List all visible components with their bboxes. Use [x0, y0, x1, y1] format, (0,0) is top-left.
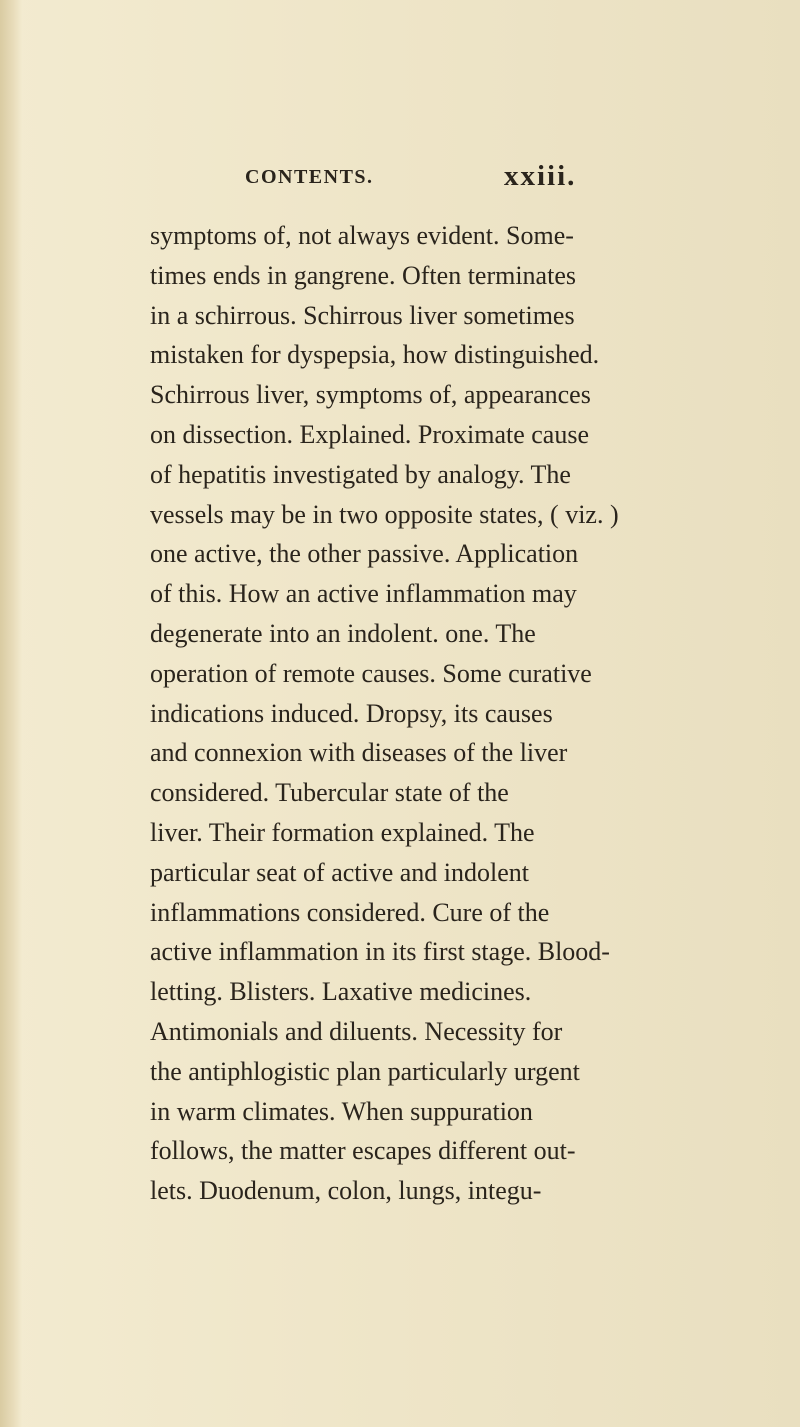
page-gutter-shadow	[0, 0, 22, 1427]
text-line: one active, the other passive. Application	[150, 539, 579, 569]
text-line: considered. Tubercular state of the	[150, 778, 509, 808]
text-line: of hepatitis investigated by analogy. The	[150, 459, 571, 489]
text-line: the antiphlogistic plan particularly urgent	[150, 1056, 580, 1086]
text-line: degenerate into an indolent. one. The	[150, 618, 536, 648]
text-line: lets. Duodenum, colon, lungs, integu-	[150, 1176, 542, 1206]
text-line: particular seat of active and indolent	[150, 857, 530, 887]
page-header	[150, 160, 710, 200]
text-line: vessels may be in two opposite states, ( viz. )	[150, 499, 619, 529]
text-line: follows, the matter escapes different out-	[150, 1136, 576, 1166]
page-number: xxiii.	[504, 160, 577, 192]
text-line: mistaken for dyspepsia, how distinguished.	[150, 340, 600, 370]
text-line: Schirrous liver, symptoms of, appearances	[150, 380, 591, 410]
text-line: of this. How an active inflammation may	[150, 579, 577, 609]
text-line: liver. Their formation explained. The	[150, 817, 535, 847]
text-line: active inflammation in its first stage. Blood-	[150, 937, 610, 967]
text-line: times ends in gangrene. Often terminates	[150, 260, 576, 290]
running-head: CONTENTS.	[245, 166, 374, 188]
text-line: in a schirrous. Schirrous liver sometimes	[150, 300, 575, 330]
text-line: in warm climates. When suppuration	[150, 1096, 533, 1126]
text-line: indications induced. Dropsy, its causes	[150, 698, 553, 728]
text-line: Antimonials and diluents. Necessity for	[150, 1016, 563, 1046]
text-line: on dissection. Explained. Proximate cause	[150, 419, 590, 449]
text-line: operation of remote causes. Some curative	[150, 658, 592, 688]
text-line: inflammations considered. Cure of the	[150, 897, 550, 927]
text-line: and connexion with diseases of the liver	[150, 738, 568, 768]
text-line: letting. Blisters. Laxative medicines.	[150, 977, 532, 1007]
body-text	[150, 216, 720, 1211]
text-line: symptoms of, not always evident. Some-	[150, 221, 574, 250]
